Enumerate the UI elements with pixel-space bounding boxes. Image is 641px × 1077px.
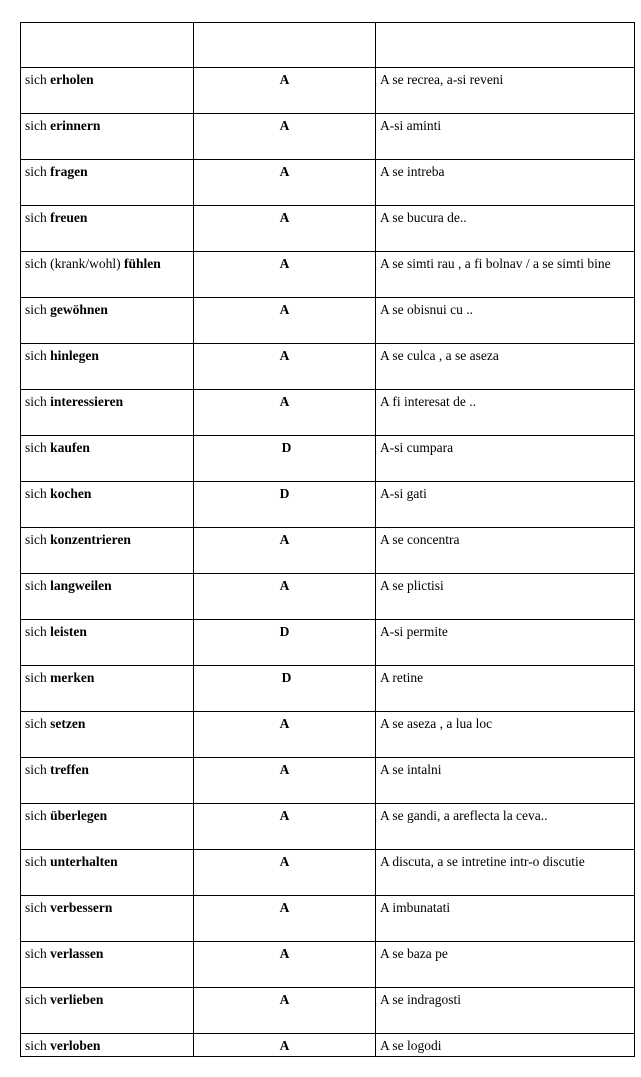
translation-text: A se culca , a se aseza: [380, 348, 499, 363]
translation-cell: [376, 988, 635, 1034]
verb-text: [21, 390, 193, 410]
translation-text: A se gandi, a areflecta la ceva..: [380, 808, 548, 823]
table-row: [21, 344, 635, 390]
verb-word: kaufen: [50, 440, 90, 455]
verb-cell: [21, 666, 194, 712]
case-label: A: [279, 578, 290, 593]
translation-cell: [376, 620, 635, 666]
case-label: A: [279, 992, 290, 1007]
verb-word: kochen: [50, 486, 92, 501]
case-cell: [194, 712, 376, 758]
translation-cell: [376, 712, 635, 758]
verb-word: konzentrieren: [50, 532, 131, 547]
translation-cell: [376, 482, 635, 528]
translation-cell: [376, 344, 635, 390]
case-label: A: [279, 716, 290, 731]
verb-prefix: sich: [25, 348, 51, 363]
verb-cell: [21, 850, 194, 896]
translation-cell: [376, 850, 635, 896]
table-row: [21, 482, 635, 528]
verb-cell: [21, 528, 194, 574]
translation-text: A se intreba: [380, 164, 445, 179]
verb-prefix: sich: [25, 578, 51, 593]
verb-word: hinlegen: [50, 348, 99, 363]
translation-cell: [376, 804, 635, 850]
verb-word: merken: [50, 670, 95, 685]
verb-prefix: sich: [25, 1038, 51, 1053]
verb-word: fragen: [50, 164, 88, 179]
case-label: A: [279, 532, 290, 547]
case-cell: [194, 896, 376, 942]
verb-word: gewöhnen: [50, 302, 108, 317]
case-label: D: [279, 486, 290, 501]
header-cell-translation: [376, 23, 635, 68]
table-row: [21, 298, 635, 344]
verb-prefix: sich: [25, 532, 51, 547]
verb-word: erholen: [50, 72, 94, 87]
case-cell: [194, 850, 376, 896]
verb-text: [21, 436, 193, 456]
verb-prefix: sich: [25, 762, 51, 777]
case-label: A: [279, 348, 290, 363]
case-cell: [194, 436, 376, 482]
table-row: [21, 1034, 635, 1057]
case-label: D: [279, 624, 290, 639]
case-label: A: [279, 1038, 290, 1053]
verb-text: [21, 160, 193, 180]
verb-cell: [21, 620, 194, 666]
translation-text: A se baza pe: [380, 946, 448, 961]
verb-text: [21, 942, 193, 962]
case-label: A: [279, 946, 290, 961]
translation-cell: [376, 160, 635, 206]
table-row: [21, 528, 635, 574]
case-cell: [194, 988, 376, 1034]
translation-text: A se logodi: [380, 1038, 442, 1053]
case-cell: [194, 68, 376, 114]
translation-text: A-si gati: [380, 486, 427, 501]
verb-text: [21, 988, 193, 1008]
verb-text: [21, 850, 193, 870]
verb-cell: [21, 436, 194, 482]
verb-cell: [21, 482, 194, 528]
verb-text: [21, 528, 193, 548]
case-cell: [194, 298, 376, 344]
case-label: A: [279, 854, 290, 869]
case-label: A: [279, 118, 290, 133]
case-cell: [194, 206, 376, 252]
translation-cell: [376, 252, 635, 298]
case-cell: [194, 482, 376, 528]
verb-word: langweilen: [50, 578, 112, 593]
verb-cell: [21, 574, 194, 620]
translation-text: A se plictisi: [380, 578, 444, 593]
verb-cell: [21, 804, 194, 850]
table-body: [21, 23, 635, 1057]
verb-word: verbessern: [50, 900, 113, 915]
verb-cell: [21, 206, 194, 252]
case-cell: [194, 528, 376, 574]
case-cell: [194, 344, 376, 390]
verb-word: verloben: [50, 1038, 101, 1053]
translation-text: A-si aminti: [380, 118, 442, 133]
verb-cell: [21, 252, 194, 298]
translation-text: A fi interesat de ..: [380, 394, 476, 409]
verb-word: treffen: [50, 762, 89, 777]
case-label: A: [279, 210, 290, 225]
verb-text: [21, 252, 193, 272]
verb-cell: [21, 988, 194, 1034]
verb-prefix: sich: [25, 992, 51, 1007]
vocabulary-table: [20, 22, 635, 1057]
case-cell: [194, 758, 376, 804]
verb-text: [21, 1034, 193, 1054]
translation-text: A se bucura de..: [380, 210, 467, 225]
translation-cell: [376, 942, 635, 988]
verb-prefix: sich: [25, 670, 51, 685]
verb-prefix: sich: [25, 854, 51, 869]
verb-prefix: sich: [25, 164, 51, 179]
header-row: [21, 23, 635, 68]
translation-text: A-si permite: [380, 624, 448, 639]
table-row: [21, 436, 635, 482]
translation-text: A se indragosti: [380, 992, 461, 1007]
table-row: [21, 896, 635, 942]
translation-cell: [376, 206, 635, 252]
table-row: [21, 804, 635, 850]
case-label: D: [281, 670, 292, 685]
translation-cell: [376, 666, 635, 712]
table-row: [21, 68, 635, 114]
case-label: A: [279, 900, 290, 915]
table-row: [21, 712, 635, 758]
verb-text: [21, 68, 193, 88]
verb-cell: [21, 298, 194, 344]
case-cell: [194, 390, 376, 436]
case-cell: [194, 160, 376, 206]
verb-cell: [21, 344, 194, 390]
translation-text: A discuta, a se intretine intr-o discutie: [380, 854, 585, 869]
verb-word: verlieben: [50, 992, 104, 1007]
case-cell: [194, 666, 376, 712]
translation-text: A se concentra: [380, 532, 460, 547]
verb-prefix: sich: [25, 808, 51, 823]
verb-word: überlegen: [50, 808, 108, 823]
case-label: A: [279, 808, 290, 823]
case-cell: [194, 574, 376, 620]
verb-cell: [21, 160, 194, 206]
translation-text: A se obisnui cu ..: [380, 302, 473, 317]
translation-cell: [376, 758, 635, 804]
case-cell: [194, 252, 376, 298]
verb-text: [21, 712, 193, 732]
table-row: [21, 850, 635, 896]
verb-prefix: sich: [25, 900, 51, 915]
translation-cell: [376, 896, 635, 942]
table-row: [21, 206, 635, 252]
case-cell: [194, 942, 376, 988]
case-cell: [194, 620, 376, 666]
table-row: [21, 114, 635, 160]
table-row: [21, 988, 635, 1034]
table-row: [21, 160, 635, 206]
case-label: A: [279, 256, 290, 271]
case-label: A: [279, 72, 290, 87]
table-row: [21, 666, 635, 712]
verb-cell: [21, 942, 194, 988]
translation-cell: [376, 298, 635, 344]
case-label: A: [279, 164, 290, 179]
verb-word: verlassen: [50, 946, 104, 961]
translation-text: A se recrea, a-si reveni: [380, 72, 504, 87]
table-row: [21, 390, 635, 436]
translation-cell: [376, 574, 635, 620]
header-cell-verb: [21, 23, 194, 68]
verb-prefix: sich: [25, 624, 51, 639]
verb-text: [21, 804, 193, 824]
verb-prefix: sich: [25, 394, 51, 409]
translation-text: A retine: [380, 670, 424, 685]
verb-word: setzen: [50, 716, 86, 731]
table-row: [21, 758, 635, 804]
verb-word: interessieren: [50, 394, 124, 409]
translation-text: A se intalni: [380, 762, 442, 777]
verb-prefix: sich: [25, 210, 51, 225]
case-label: A: [279, 302, 290, 317]
verb-word: leisten: [50, 624, 87, 639]
verb-word: unterhalten: [50, 854, 118, 869]
translation-cell: [376, 436, 635, 482]
verb-prefix: sich: [25, 716, 51, 731]
verb-prefix: sich (krank/wohl): [25, 256, 124, 271]
header-cell-case: [194, 23, 376, 68]
table-row: [21, 574, 635, 620]
translation-text: A se simti rau , a fi bolnav / a se simti bine: [380, 256, 611, 271]
translation-text: A imbunatati: [380, 900, 451, 915]
verb-text: [21, 114, 193, 134]
verb-cell: [21, 712, 194, 758]
verb-text: [21, 298, 193, 318]
case-label: A: [279, 394, 290, 409]
verb-word: freuen: [50, 210, 88, 225]
verb-prefix: sich: [25, 946, 51, 961]
verb-text: [21, 620, 193, 640]
translation-cell: [376, 68, 635, 114]
case-cell: [194, 114, 376, 160]
translation-cell: [376, 528, 635, 574]
verb-cell: [21, 68, 194, 114]
verb-text: [21, 896, 193, 916]
verb-text: [21, 758, 193, 778]
verb-text: [21, 574, 193, 594]
verb-word: erinnern: [50, 118, 101, 133]
table-row: [21, 942, 635, 988]
verb-prefix: sich: [25, 486, 51, 501]
verb-cell: [21, 1034, 194, 1057]
verb-word: fühlen: [123, 256, 161, 271]
table-row: [21, 252, 635, 298]
verb-prefix: sich: [25, 72, 51, 87]
translation-cell: [376, 114, 635, 160]
table-row: [21, 620, 635, 666]
verb-prefix: sich: [25, 440, 51, 455]
verb-cell: [21, 114, 194, 160]
case-label: D: [281, 440, 292, 455]
translation-text: A-si cumpara: [380, 440, 454, 455]
translation-cell: [376, 390, 635, 436]
verb-text: [21, 344, 193, 364]
case-cell: [194, 1034, 376, 1057]
verb-cell: [21, 390, 194, 436]
case-cell: [194, 804, 376, 850]
verb-prefix: sich: [25, 302, 51, 317]
case-label: A: [279, 762, 290, 777]
verb-cell: [21, 896, 194, 942]
translation-cell: [376, 1034, 635, 1057]
verb-prefix: sich: [25, 118, 51, 133]
verb-cell: [21, 758, 194, 804]
translation-text: A se aseza , a lua loc: [380, 716, 493, 731]
verb-text: [21, 666, 193, 686]
verb-text: [21, 206, 193, 226]
verb-text: [21, 482, 193, 502]
